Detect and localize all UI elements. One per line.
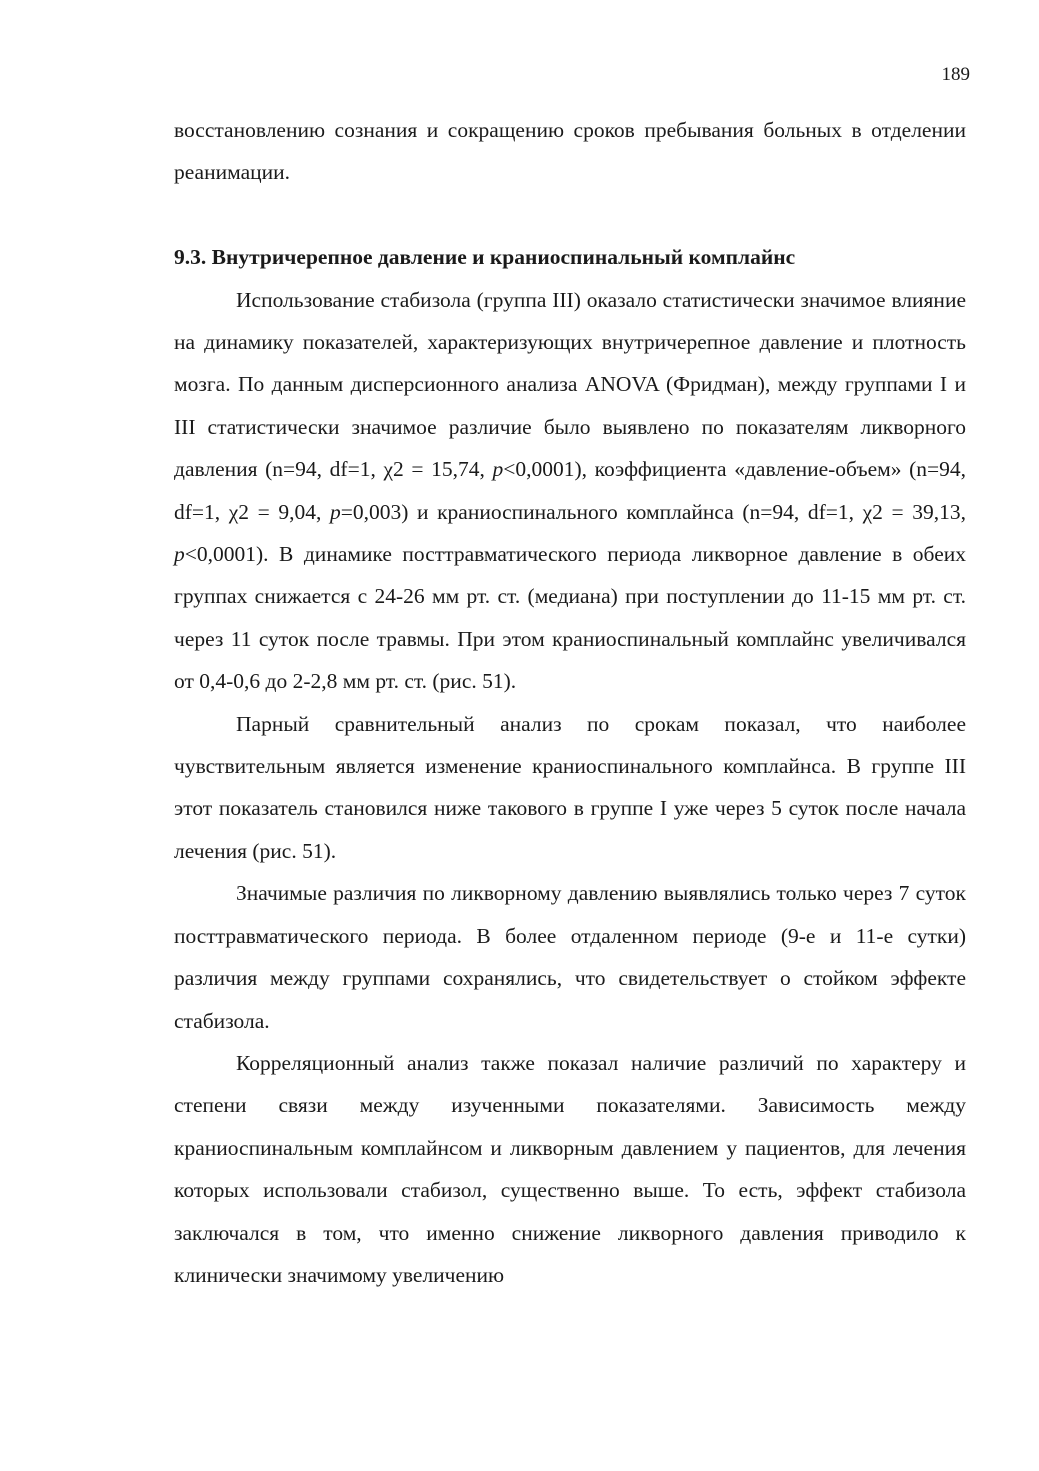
paragraph-continuation: восстановлению сознания и сокращению сроков пребывания больных в отделении реанимации. [174, 118, 966, 185]
page-number: 189 [941, 64, 970, 85]
paragraph-pair-analysis: Парный сравнительный анализ по срокам показал, что наиболее чувствительным является изменение краниоспинального комплайнса. В группе III этот показатель становился ниже такового в группе I уже через 5 суток после начала лечения (рис. 51). [174, 711, 966, 863]
p-value-symbol: p [492, 457, 504, 482]
paragraph-text-part: Использование стабизола (группа III) оказало статистически значимое влияние на динамику показателей, характеризующих внутричерепное давление и плотность мозга. По данным дисперсионного анализа ANOVA (Фридман), между группами I и III статистически значимое различие было выявлено по показателям ликворного давления (n=94, df=1, χ2 = 15,74, [174, 287, 966, 482]
paragraph-correlation-analysis: Корреляционный анализ также показал наличие различий по характеру и степени связи между изученными показателями. Зависимость между краниоспинальным комплайнсом и ликворным давлением у пациентов, для лечения которых использовали стабизол, существенно выше. То есть, эффект стабизола заключался в том, что именно снижение ликворного давления приводило к клинически значимому увеличению [174, 1050, 966, 1287]
section-heading: 9.3. Внутричерепное давление и краниоспинальный комплайнс [174, 245, 796, 270]
paragraph-text-part: <0,0001), коэффициента «давление-объем» (n=94, df=1, χ2 = 9,04, [174, 457, 966, 524]
paragraph-text-part: <0,0001). В динамике посттравматического периода ликворное давление в обеих группах снижается с 24-26 мм рт. ст. (медиана) при поступлении до 11-15 мм рт. ст. через 11 суток после травмы. При этом краниоспинальный комплайнс увеличивался от 0,4-0,6 до 2-2,8 мм рт. ст. (рис. 51). [174, 542, 966, 694]
p-value-symbol: p [329, 499, 341, 524]
page-body [174, 109, 966, 1296]
paragraph-text-part: =0,003) и краниоспинального комплайнса (n=94, df=1, χ2 = 39,13, [340, 499, 966, 524]
paragraph-significant-differences: Значимые различия по ликворному давлению выявлялись только через 7 суток посттравматического периода. В более отдаленном периоде (9-е и 11-е сутки) различия между группами сохранялись, что свидетельствует о стойком эффекте стабизола. [174, 881, 966, 1033]
paragraph-stabizol-effect [174, 279, 966, 703]
p-value-symbol: p [174, 542, 185, 567]
